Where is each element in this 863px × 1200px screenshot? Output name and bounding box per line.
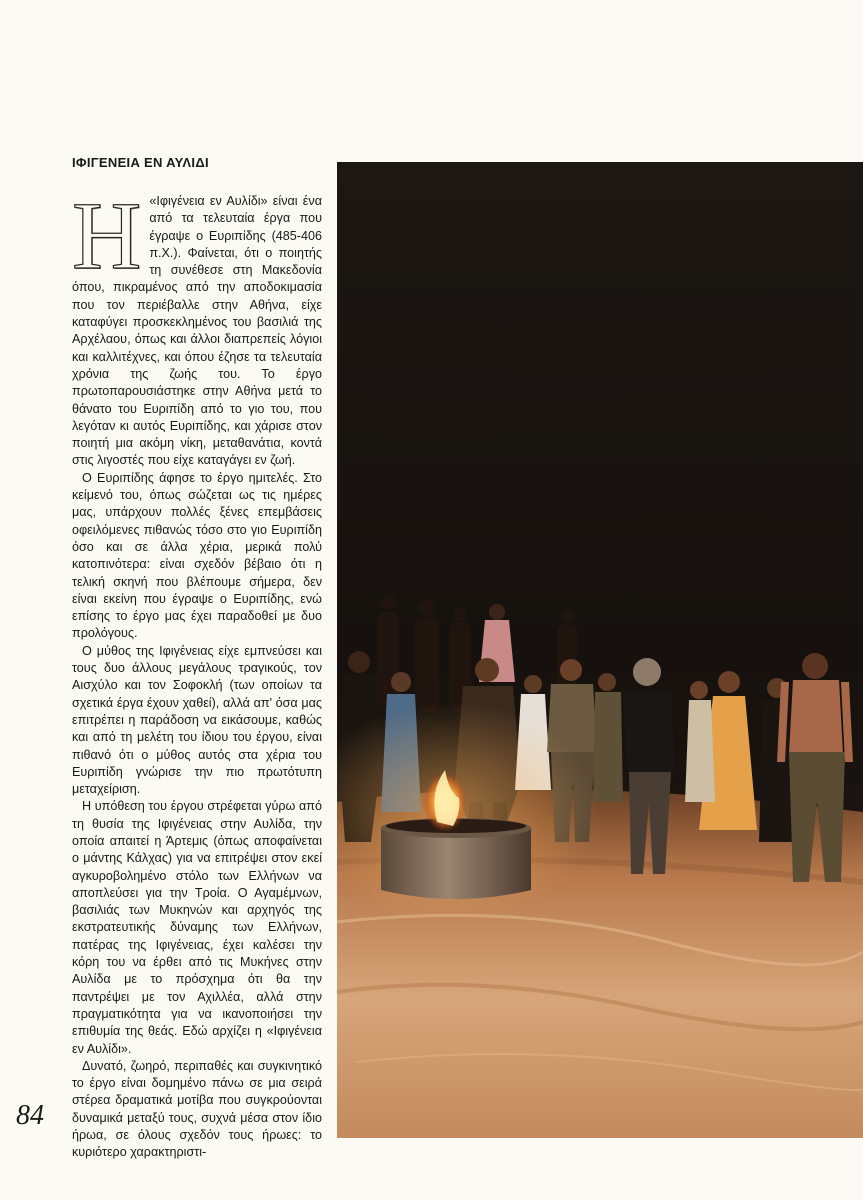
paragraph-text: «Ιφιγένεια εν Αυλίδι» είναι ένα από τα τελευταία έργα που έγραψε ο Ευριπίδης (485-406 π.Χ.). Φαίνεται, ότι ο ποιητής τη συνέθεσε στη Μακεδονία όπου, πικραμένος από την αποδοκιμασία που τον περιέβαλλε στην Αθήνα, είχε καταφύγει προσκεκλημένος του βασιλιά της Αρχέλαου, όπως και άλλοι διαπρεπείς λόγιοι και καλλιτέχνες, και όπου έζησε τα τελευταία χρόνια της ζωής του. Το έργο πρωτοπαρουσιάστηκε στην Αθήνα μετά το θάνατο του Ευριπίδη από το γιο του, που λεγόταν κι αυτός Ευριπίδης, και χάρισε στον ποιητή μια ακόμη νίκη, μεταθανάτια, κοντά στις λιγοστές που είχε καταγάγει εν ζωή.	[72, 194, 322, 468]
page-number: 84	[16, 1100, 44, 1131]
article-paragraph-2: Ο Ευριπίδης άφησε το έργο ημιτελές. Στο κείμενό του, όπως σώζεται ως τις ημέρες μας, υπάρχουν πολλές ξένες επεμβάσεις οφειλόμενες πιθανώς τόσο στο γιο Ευριπίδη όσο και σε άλλα χέρια, μερικά πολύ κατοπινότερα: είναι σχεδόν βέβαιο ότι η τελική σκηνή που βλέπουμε σήμερα, δεν είναι εκείνη που έγραψε ο Ευριπίδης, ενώ επίσης το έργο μας έχει παραδοθεί με δυο προλόγους.	[72, 470, 322, 641]
fire-drum	[381, 818, 531, 899]
article-paragraph-1	[72, 182, 322, 470]
performance-photo-illustration	[337, 162, 863, 1138]
article-paragraph-4: Η υπόθεση του έργου στρέφεται γύρω από τη θυσία της Ιφιγένειας στην Αυλίδα, την οποία απαιτεί η Άρτεμις (όπως αποφαίνεται ο μάντης Κάλχας) για να επιτρέψει στον εκεί αγκυροβολημένο στόλο των Ελλήνων να αποπλεύσει για την Τροία. Ο Αγαμέμνων, βασιλιάς των Μυκηνών και αρχηγός της εκστρατευτικής δύναμης των Ελλήνων, πατέρας της Ιφιγένειας, έχει καλέσει την κόρη του να έρθει από τις Μυκήνες στην Αυλίδα με το πρόσχημα ότι θα την παντρέψει με τον Αχιλλέα, αλλά στην πραγματικότητα για να ικανοποιήσει την επιθυμία της θεάς. Εδώ αρχίζει η «Ιφιγένεια εν Αυλίδι».	[72, 799, 322, 1056]
article-body	[72, 182, 322, 1162]
actor-back-right	[593, 673, 623, 802]
drop-cap: Η	[72, 182, 142, 289]
article-paragraph-5: Δυνατό, ζωηρό, περιπαθές και συγκινητικό το έργο είναι δομημένο πάνω σε μια σειρά στέρεα δραματικά μοτίβα που συγκρούονται δυναμικά μεταξύ τους, συχνά μέσα στον ίδιο ήρωα, σε όλους σχεδόν τους ήρωες: το κυριότερο χαρακτηριστι-	[72, 1058, 322, 1160]
article-paragraph-3: Ο μύθος της Ιφιγένειας είχε εμπνεύσει και τους δυο άλλους μεγάλους τραγικούς, τον Αισχύλο και τον Σοφοκλή (των οποίων τα σχετικά έργα έχουν χαθεί), αλλά απ' όσα μας επιτρέπει η παράδοση να εικάσουμε, καθώς και από τη μελέτη του ίδιου του έργου, είναι πιθανό ότι ο μύθος αυτός στα χέρια του Ευριπίδη γνώρισε την πιο πρωτότυπη μεταχείριση.	[72, 643, 322, 797]
article-title: ΙΦΙΓΕΝΕΙΑ ΕΝ ΑΥΛΙΔΙ	[72, 155, 209, 170]
performance-photo	[337, 162, 863, 1138]
